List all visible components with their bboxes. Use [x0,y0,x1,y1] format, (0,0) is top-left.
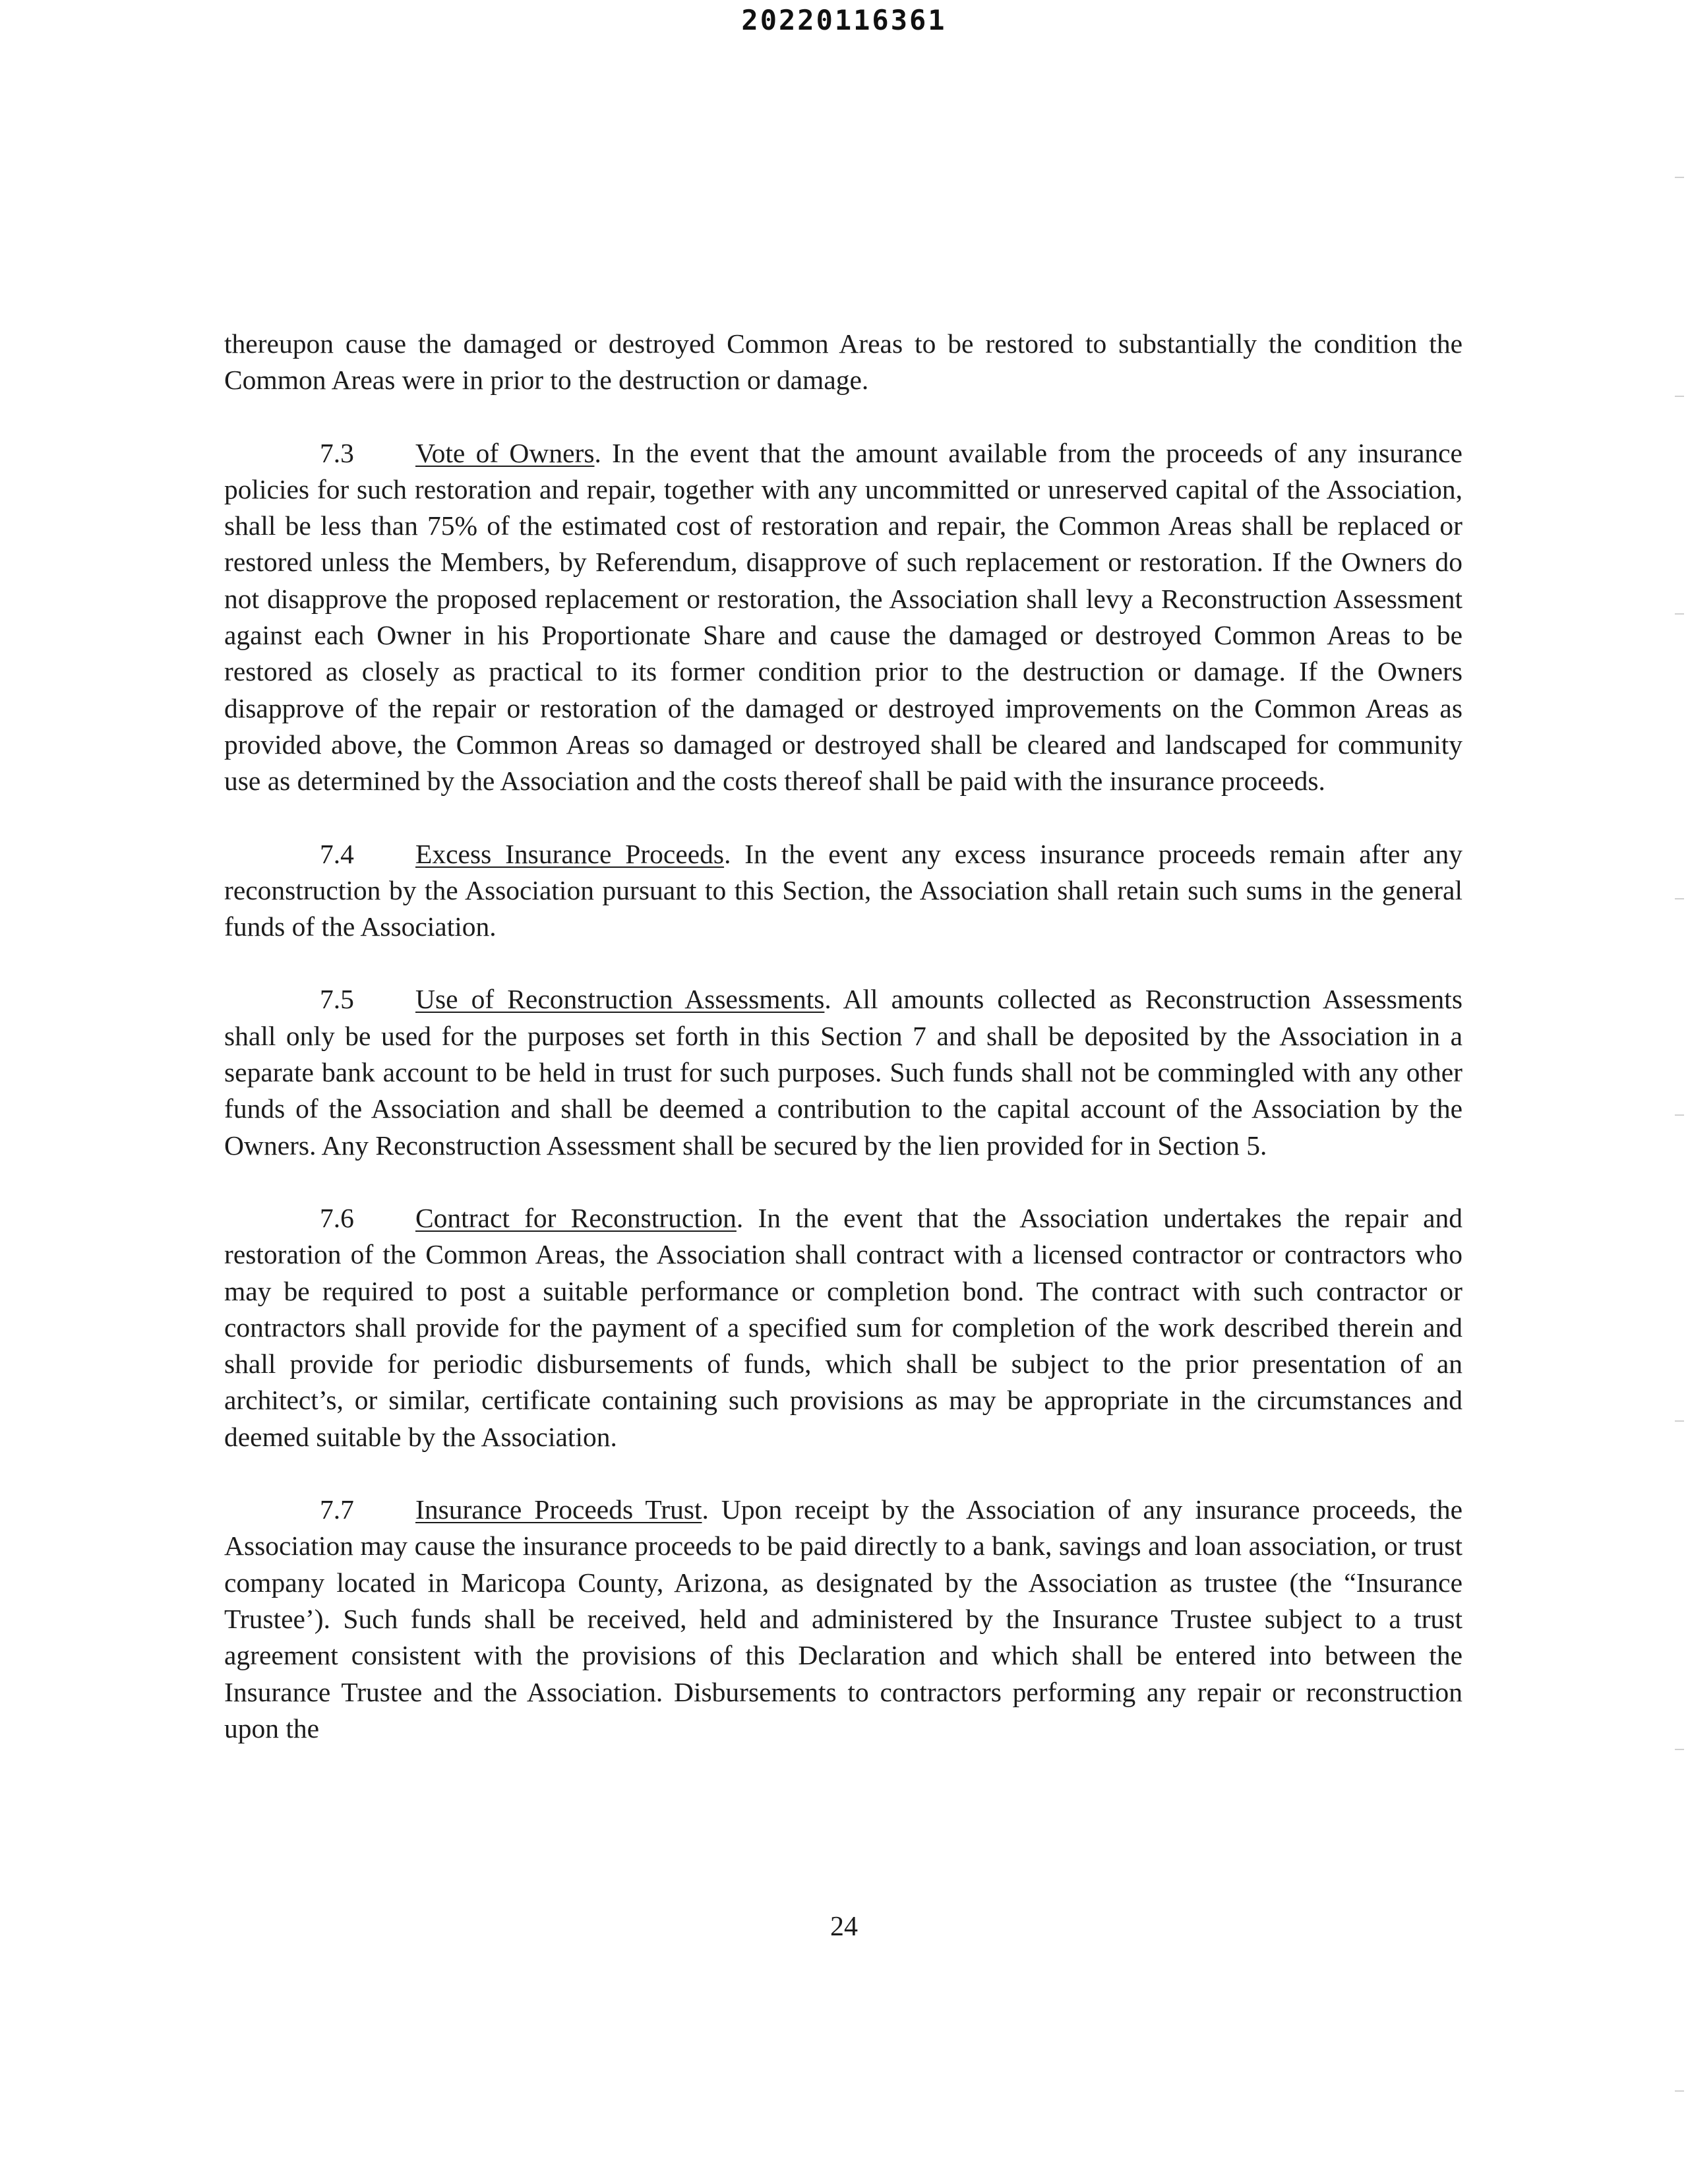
section-text: . In the event that the Association undertakes the repair and restoration of the Common Areas, the Association shall contract with a licensed contractor or contractors who may be required to post a suitable performance or completion bond. The contract with such contractor or contractors shall provide for the payment of a specified sum for completion of the work described therein and shall provide for periodic disbursements of funds, which shall be subject to the prior presentation of an architect’s, or similar, certificate containing such provisions as may be appropriate in the circumstances and deemed suitable by the Association. [224,1202,1462,1452]
section-heading: Use of Reconstruction Assessments [415,984,825,1015]
section-text: . In the event that the amount available from the proceeds of any insurance policies for such restoration and repair, together with any uncommitted or unreserved capital of the Association, shall be less than 75% of the estimated cost of restoration and repair, the Common Areas shall be replaced or restored unless the Members, by Referendum, disapprove of such replacement or restoration. If the Owners do not disapprove the proposed replacement or restoration, the Association shall levy a Reconstruction Assessment against each Owner in his Proportionate Share and cause the damaged or destroyed Common Areas to be restored as closely as practical to its former condition prior to the destruction or damage. If the Owners disapprove of the repair or restoration of the damaged or destroyed improvements on the Common Areas as provided above, the Common Areas so damaged or destroyed shall be cleared and landscaped for community use as determined by the Association and the costs thereof shall be paid with the insurance proceeds. [224,437,1462,797]
document-body [224,326,1462,1783]
document-number: 20220116361 [741,4,947,36]
section-7-6 [224,1200,1462,1455]
section-number: 7.7 [320,1494,354,1525]
section-number: 7.3 [320,437,354,468]
section-text: . Upon receipt by the Association of any insurance proceeds, the Association may cause the insurance proceeds to be paid directly to a bank, savings and loan association, or trust company located in Maricopa County, Arizona, as designated by the Association as trustee (the “Insurance Trustee’). Such funds shall be received, held and administered by the Insurance Trustee subject to a trust agreement consistent with the provisions of this Declaration and which shall be entered into between the Insurance Trustee and the Association. Disbursements to contractors performing any repair or reconstruction upon the [224,1494,1462,1744]
section-heading: Insurance Proceeds Trust [415,1494,702,1525]
section-7-3 [224,435,1462,800]
intro-paragraph: thereupon cause the damaged or destroyed Common Areas to be restored to substantially the condition the Common Areas were in prior to the destruction or damage. [224,328,1462,396]
margin-scan-mark [1675,2090,1684,2092]
margin-scan-mark [1675,898,1684,899]
page-number: 24 [830,1912,858,1942]
section-7-7 [224,1492,1462,1747]
section-number: 7.6 [320,1202,354,1233]
section-text: . All amounts collected as Reconstruction Assessments shall only be used for the purposes set forth in this Section 7 and shall be deposited by the Association in a separate bank account to be held in trust for such purposes. Such funds shall not be commingled with any other funds of the Association and shall be deemed a contribution to the capital account of the Association by the Owners. Any Reconstruction Assessment shall be secured by the lien provided for in Section 5. [224,984,1462,1161]
section-number: 7.4 [320,838,354,869]
section-text: . In the event any excess insurance proceeds remain after any reconstruction by the Association pursuant to this Section, the Association shall retain such sums in the general funds of the Association. [224,838,1462,942]
margin-scan-mark [1675,1749,1684,1750]
section-heading: Vote of Owners [415,437,595,468]
margin-scan-mark [1675,1420,1684,1422]
margin-scan-mark [1675,177,1684,178]
section-heading: Contract for Reconstruction [415,1202,737,1233]
margin-scan-mark [1675,396,1684,397]
section-heading: Excess Insurance Proceeds [415,838,725,869]
section-number: 7.5 [320,984,354,1015]
margin-scan-mark [1675,613,1684,615]
section-7-5 [224,981,1462,1163]
section-7-4 [224,836,1462,946]
margin-scan-mark [1675,1114,1684,1116]
